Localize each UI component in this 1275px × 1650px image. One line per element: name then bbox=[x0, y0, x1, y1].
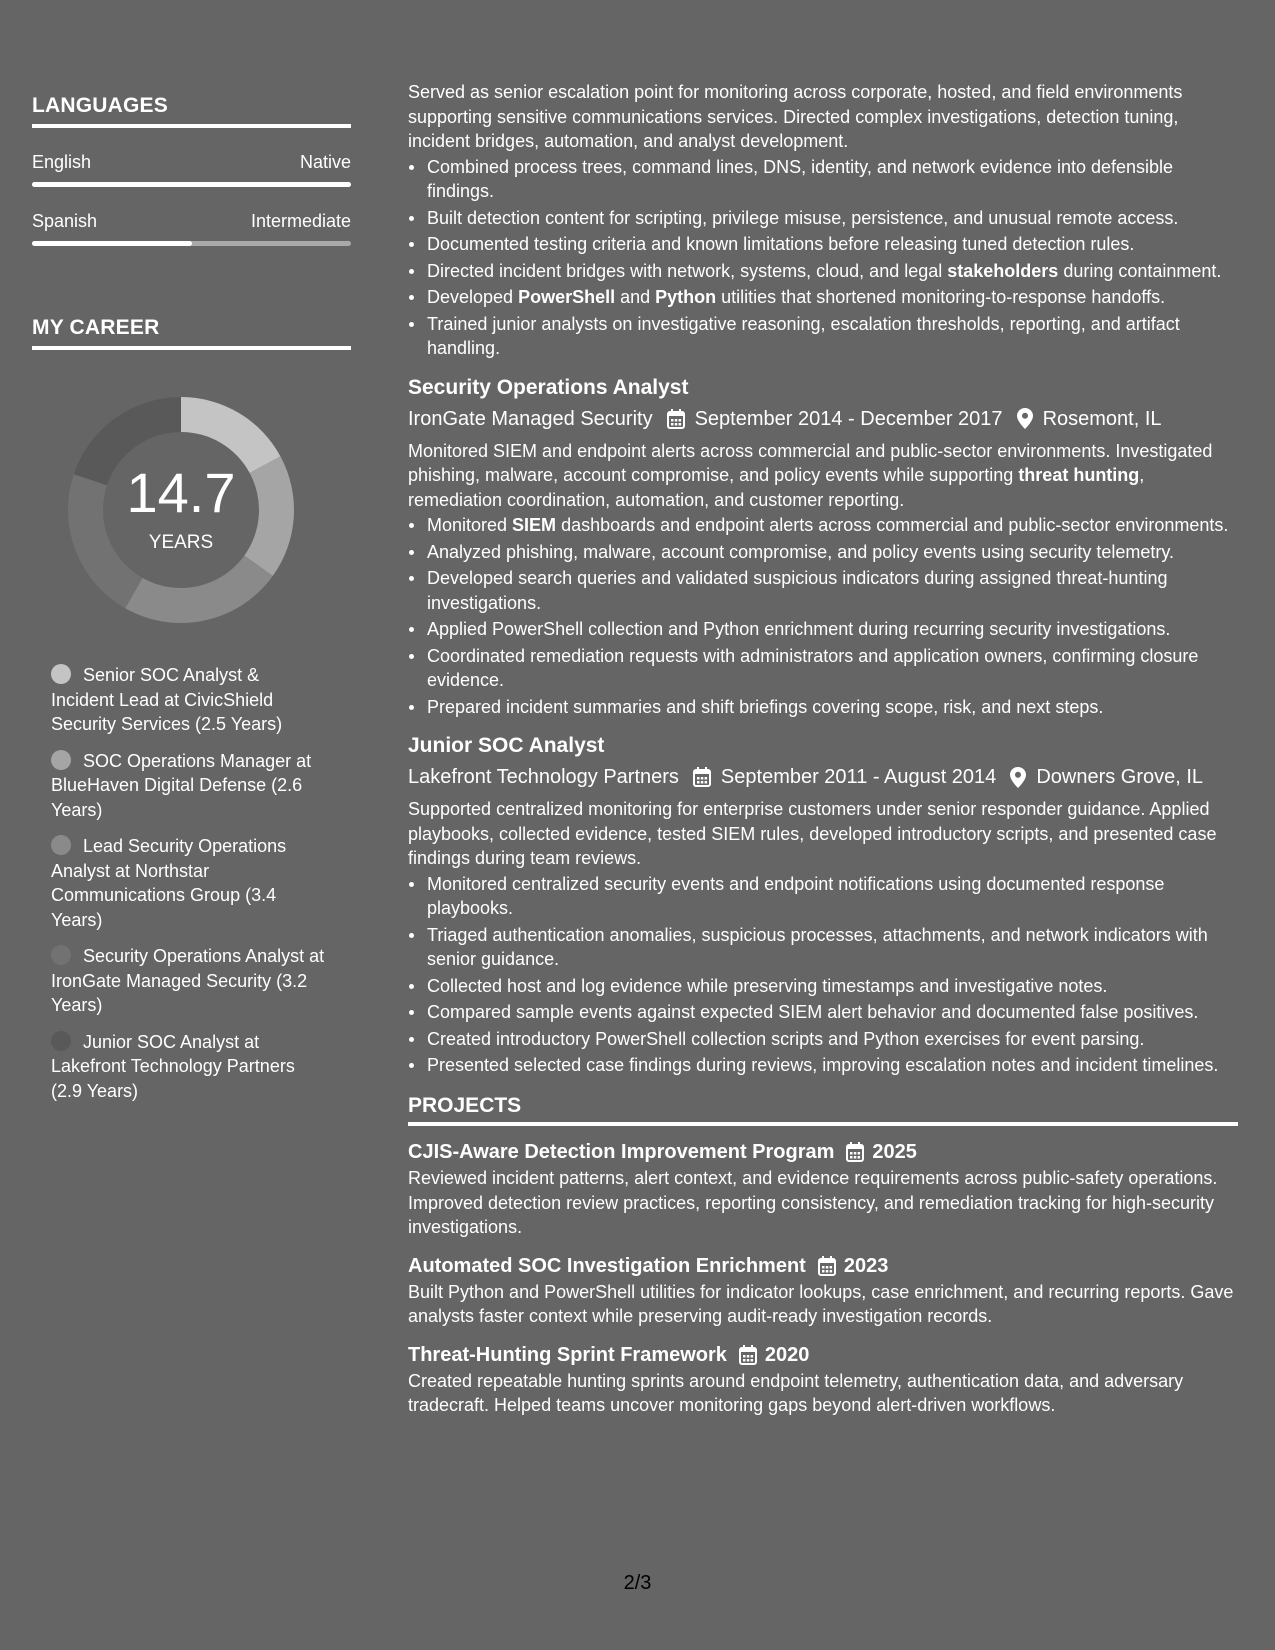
text-run: Coordinated remediation requests with administrators and application owners, confirming closure evidence. bbox=[427, 645, 1199, 690]
calendar-icon bbox=[818, 1256, 836, 1276]
legend-dot bbox=[51, 664, 71, 684]
bullet-item bbox=[408, 232, 1238, 257]
job-title: Security Operations Analyst bbox=[408, 375, 689, 399]
project-description: Built Python and PowerShell utilities for indicator lookups, case enrichment, and recurring reports. Gave analysts faster context while preserving audit-ready investigation records. bbox=[408, 1281, 1234, 1326]
legend-dot bbox=[51, 750, 71, 770]
role-bullets bbox=[408, 155, 1238, 361]
career-years-unit: YEARS bbox=[148, 532, 214, 553]
company-name: IronGate Managed Security bbox=[408, 407, 653, 430]
text-run: Monitored bbox=[427, 515, 513, 535]
map-pin-icon bbox=[1017, 408, 1033, 429]
text-run: , remediation coordination, automation, and customer reporting. bbox=[408, 465, 1145, 510]
project-description: Created repeatable hunting sprints around endpoint telemetry, authentication data, and adversary tradecraft. Helped teams uncover monitoring gaps beyond alert-driven workflows. bbox=[408, 1370, 1184, 1415]
text-run: Compared sample events against expected SIEM alert behavior and documented false positives. bbox=[427, 1002, 1199, 1022]
project-year: 2025 bbox=[872, 1141, 917, 1163]
language-level: Native bbox=[299, 152, 351, 172]
text-run: Directed incident bridges with network, systems, cloud, and legal bbox=[427, 260, 948, 281]
bullet-item bbox=[408, 566, 1238, 615]
bold-text: Python bbox=[655, 287, 717, 307]
project-name: Threat-Hunting Sprint Framework bbox=[408, 1343, 727, 1366]
project-entry bbox=[408, 1138, 1238, 1240]
experience-list bbox=[408, 374, 1238, 1078]
job-meta bbox=[408, 405, 1238, 433]
left-column bbox=[32, 94, 351, 1115]
job-dates: September 2014 - December 2017 bbox=[694, 407, 1003, 430]
calendar-icon bbox=[846, 1142, 864, 1162]
bullet-item bbox=[408, 974, 1238, 999]
language-name: Spanish bbox=[32, 211, 98, 231]
bold-text: PowerShell bbox=[518, 287, 616, 307]
bullet-item bbox=[408, 513, 1238, 538]
job-location: Rosemont, IL bbox=[1042, 407, 1162, 430]
legend-dot bbox=[51, 835, 71, 855]
donut-segment bbox=[125, 556, 273, 623]
text-run: Prepared incident summaries and shift briefings covering scope, risk, and next steps. bbox=[427, 696, 1104, 717]
calendar-icon bbox=[739, 1345, 757, 1365]
legend-label: Security Operations Analyst at IronGate Managed Security (3.2 Years) bbox=[51, 946, 325, 1015]
career-legend-item bbox=[51, 1030, 326, 1104]
languages-heading: LANGUAGES bbox=[32, 94, 351, 128]
map-pin-icon bbox=[1010, 767, 1026, 788]
bullet-item bbox=[408, 540, 1238, 565]
job-entry bbox=[408, 374, 1238, 720]
project-entry bbox=[408, 1341, 1238, 1418]
job-bullets bbox=[408, 513, 1238, 719]
text-run: Developed bbox=[427, 287, 519, 307]
language-item bbox=[32, 152, 351, 187]
project-header bbox=[408, 1341, 1238, 1369]
job-entry bbox=[408, 732, 1238, 1078]
legend-label: Junior SOC Analyst at Lakefront Technology Partners (2.9 Years) bbox=[51, 1031, 295, 1101]
job-summary bbox=[408, 797, 1238, 871]
text-run: Supported centralized monitoring for enterprise customers under senior responder guidance. Applied playbooks, collected evidence, tested SIEM rules, developed introductory scripts, and presented case findings during team reviews. bbox=[408, 799, 1217, 868]
job-bullets bbox=[408, 872, 1238, 1078]
text-run: Triaged authentication anomalies, suspicious processes, attachments, and network indicators with senior guidance. bbox=[427, 924, 1208, 969]
bullet-item bbox=[408, 1000, 1238, 1025]
text-run: during containment. bbox=[1058, 260, 1222, 281]
legend-label: SOC Operations Manager at BlueHaven Digital Defense (2.6 Years) bbox=[51, 750, 312, 820]
bullet-item bbox=[408, 644, 1238, 693]
career-legend-item bbox=[51, 834, 326, 932]
text-run: Collected host and log evidence while preserving timestamps and investigative notes. bbox=[427, 975, 1108, 996]
bullet-item bbox=[408, 923, 1238, 972]
bullet-item bbox=[408, 617, 1238, 642]
calendar-icon bbox=[693, 767, 711, 787]
bold-text: stakeholders bbox=[947, 260, 1059, 281]
calendar-icon bbox=[667, 409, 685, 429]
text-run: Applied PowerShell collection and Python enrichment during recurring security investigations. bbox=[427, 619, 1171, 639]
text-run: Presented selected case findings during reviews, improving escalation notes and incident timelines. bbox=[427, 1055, 1219, 1075]
job-title: Junior SOC Analyst bbox=[408, 734, 605, 757]
job-dates: September 2011 - August 2014 bbox=[720, 766, 997, 788]
text-run: Created introductory PowerShell collection scripts and Python exercises for event parsing. bbox=[427, 1028, 1145, 1049]
language-level-bar bbox=[32, 241, 351, 246]
project-year: 2020 bbox=[764, 1343, 810, 1366]
project-name: Automated SOC Investigation Enrichment bbox=[408, 1254, 806, 1277]
legend-label: Senior SOC Analyst & Incident Lead at CivicShield Security Services (2.5 Years) bbox=[51, 665, 283, 734]
bullet-item bbox=[408, 1027, 1238, 1052]
project-name: CJIS-Aware Detection Improvement Program bbox=[408, 1141, 835, 1163]
job-location: Downers Grove, IL bbox=[1036, 766, 1204, 788]
job-summary bbox=[408, 439, 1238, 513]
text-run: and bbox=[615, 287, 656, 307]
text-run: Developed search queries and validated suspicious indicators during assigned threat-hunting investigations. bbox=[427, 568, 1168, 613]
job-meta bbox=[408, 763, 1238, 791]
bullet-item bbox=[408, 312, 1238, 361]
career-donut-chart bbox=[66, 395, 296, 625]
text-run: Combined process trees, command lines, DNS, identity, and network evidence into defensible findings. bbox=[427, 156, 1174, 201]
career-heading: MY CAREER bbox=[32, 316, 351, 350]
career-total-years: 14.7 bbox=[126, 461, 236, 524]
career-legend bbox=[51, 663, 326, 1103]
bullet-item bbox=[408, 695, 1238, 720]
bullet-item bbox=[408, 155, 1238, 204]
projects-list bbox=[408, 1138, 1238, 1418]
language-name: English bbox=[32, 152, 92, 172]
bullet-item bbox=[408, 285, 1238, 310]
bullet-item bbox=[408, 1053, 1238, 1078]
language-level-fill bbox=[32, 241, 192, 246]
language-level-bar bbox=[32, 182, 351, 187]
text-run: Analyzed phishing, malware, account compromise, and policy events using security telemetry. bbox=[427, 541, 1175, 562]
company-name: Lakefront Technology Partners bbox=[408, 766, 679, 788]
project-year: 2023 bbox=[843, 1254, 889, 1277]
language-level: Intermediate bbox=[250, 211, 351, 231]
bullet-item bbox=[408, 206, 1238, 231]
language-item bbox=[32, 211, 351, 246]
bold-text: SIEM bbox=[512, 515, 557, 535]
role-summary: Served as senior escalation point for monitoring across corporate, hosted, and field environments supporting sensitive communications services. Directed complex investigations, detection tuning, incident bridges, automation, and analyst development. bbox=[408, 82, 1183, 151]
legend-dot bbox=[51, 1031, 71, 1051]
text-run: Monitored centralized security events and endpoint notifications using documented response playbooks. bbox=[427, 873, 1165, 918]
project-header bbox=[408, 1138, 1238, 1166]
language-level-fill bbox=[32, 182, 351, 187]
bullet-item bbox=[408, 872, 1238, 921]
bullet-item bbox=[408, 259, 1238, 284]
page-number: 2/3 bbox=[623, 1572, 652, 1594]
text-run: Documented testing criteria and known limitations before releasing tuned detection rules. bbox=[427, 234, 1135, 254]
text-run: Built detection content for scripting, privilege misuse, persistence, and unusual remote access. bbox=[427, 207, 1179, 228]
project-entry bbox=[408, 1252, 1238, 1329]
bold-text: threat hunting bbox=[1018, 465, 1140, 485]
career-legend-item bbox=[51, 663, 326, 737]
text-run: Trained junior analysts on investigative reasoning, escalation thresholds, reporting, and artifact handling. bbox=[427, 313, 1180, 358]
project-header bbox=[408, 1252, 1238, 1280]
text-run: utilities that shortened monitoring-to-response handoffs. bbox=[716, 287, 1166, 307]
right-column bbox=[408, 80, 1238, 1418]
legend-dot bbox=[51, 945, 71, 965]
career-legend-item bbox=[51, 944, 326, 1018]
career-legend-item bbox=[51, 749, 326, 823]
text-run: Monitored SIEM and endpoint alerts across commercial and public-sector environments. Investigated phishing, malware, account compromise, and policy events while supporting bbox=[408, 440, 1213, 485]
projects-heading: PROJECTS bbox=[408, 1094, 1238, 1127]
legend-label: Lead Security Operations Analyst at Northstar Communications Group (3.4 Years) bbox=[51, 836, 287, 930]
text-run: dashboards and endpoint alerts across commercial and public-sector environments. bbox=[556, 515, 1229, 535]
project-description: Reviewed incident patterns, alert context, and evidence requirements across public-safety operations. Improved detection review practices, reporting consistency, and remediation tracking for high-security investigations. bbox=[408, 1168, 1218, 1237]
